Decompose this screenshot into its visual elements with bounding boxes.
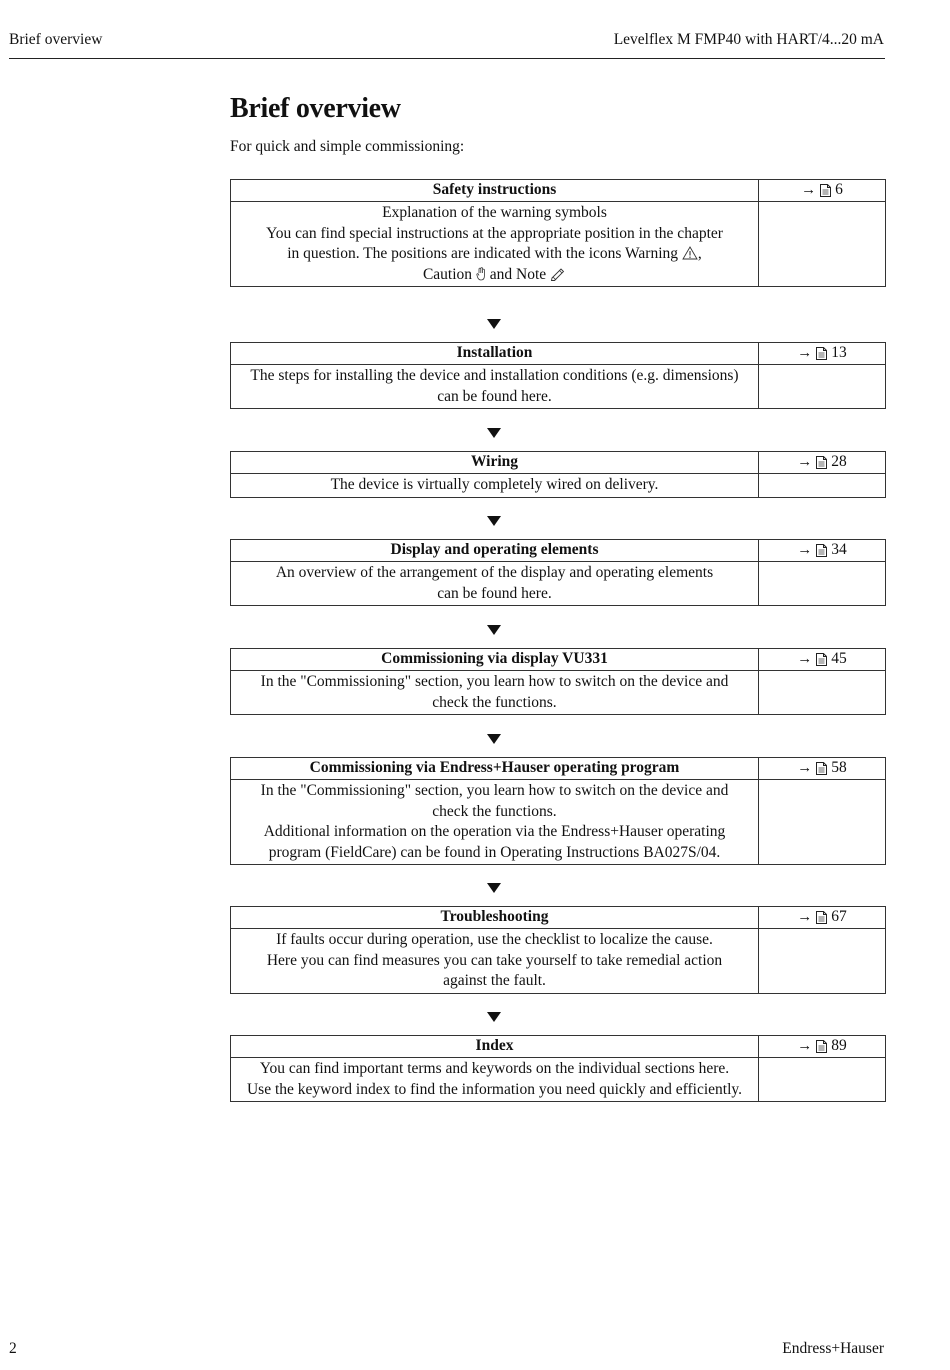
step-wiring (230, 451, 886, 498)
right-arrow-icon: → (797, 760, 813, 776)
page-reference[interactable] (759, 907, 886, 929)
step-index (230, 1035, 886, 1102)
step-title: Commissioning via Endress+Hauser operating program (231, 758, 759, 780)
page-title: Brief overview (230, 93, 401, 124)
step-title: Troubleshooting (231, 907, 759, 929)
reference-empty (759, 365, 886, 409)
right-arrow-icon: → (797, 454, 813, 470)
page-number: 45 (831, 650, 847, 667)
header-divider (9, 58, 885, 59)
down-triangle-icon (486, 882, 502, 894)
page-icon (816, 347, 827, 360)
description-line: can be found here. (437, 387, 552, 405)
step-description (231, 929, 759, 994)
description-line: Additional information on the operation via the Endress+Hauser operating (263, 823, 726, 840)
reference-empty (759, 1058, 886, 1102)
step-troubleshooting (230, 906, 886, 994)
right-arrow-icon: → (797, 1038, 813, 1054)
reference-empty (759, 202, 886, 287)
page-reference[interactable] (759, 540, 886, 562)
reference-empty (759, 562, 886, 606)
right-arrow-icon: → (797, 909, 813, 925)
page-reference[interactable] (759, 1036, 886, 1058)
reference-empty (759, 671, 886, 715)
step-title: Installation (231, 343, 759, 365)
description-line: You can find important terms and keywords on the individual sections here. (259, 1060, 730, 1077)
page-icon (820, 184, 831, 197)
page-number: 67 (831, 908, 847, 925)
down-triangle-icon (486, 318, 502, 330)
page-number: 34 (831, 541, 847, 558)
step-title: Commissioning via display VU331 (231, 649, 759, 671)
note-pencil-icon (550, 267, 566, 281)
footer-page-number: 2 (9, 1340, 17, 1357)
step-description (231, 780, 759, 865)
description-line: and Note (489, 265, 547, 283)
page-icon (816, 762, 827, 775)
down-triangle-icon (486, 1011, 502, 1023)
step-commissioning-program (230, 757, 886, 865)
step-title: Wiring (231, 452, 759, 474)
header-product-title: Levelflex M FMP40 with HART/4...20 mA (613, 31, 884, 48)
down-triangle-icon (486, 624, 502, 636)
step-installation (230, 342, 886, 409)
step-description (231, 474, 759, 498)
page-reference[interactable] (759, 649, 886, 671)
warning-icon (682, 246, 698, 260)
step-title: Index (231, 1036, 759, 1058)
description-line: If faults occur during operation, use the checklist to localize the cause. (276, 931, 713, 948)
step-description (231, 365, 759, 409)
description-line: The steps for installing the device and installation conditions (e.g. dimensions) (250, 367, 739, 384)
description-line: Caution (422, 265, 473, 283)
step-title: Safety instructions (231, 180, 759, 202)
description-line: Use the keyword index to find the information you need quickly and efficiently. (246, 1080, 742, 1098)
right-arrow-icon: → (801, 182, 817, 198)
down-triangle-icon (486, 733, 502, 745)
right-arrow-icon: → (797, 651, 813, 667)
description-line: in question. The positions are indicated with the icons Warning (287, 245, 679, 262)
step-description: Explanation of the warning symbols You can find special instructions at the appropriate position in the chapter in question. The positions are indicated with the icons Warning , Caution and Note (231, 202, 759, 287)
description-line: An overview of the arrangement of the display and operating elements (275, 564, 714, 581)
page-reference[interactable] (759, 343, 886, 365)
page-number: 6 (835, 181, 843, 198)
intro-text: For quick and simple commissioning: (230, 138, 465, 155)
page-number: 58 (831, 759, 847, 776)
description-line: check the functions. (432, 802, 557, 820)
reference-empty (759, 780, 886, 865)
description-line: Explanation of the warning symbols (382, 204, 607, 221)
page-number: 28 (831, 453, 847, 470)
page-number: 13 (831, 344, 847, 361)
step-title: Display and operating elements (231, 540, 759, 562)
description-line: In the "Commissioning" section, you learn how to switch on the device and (260, 673, 729, 690)
description-line: against the fault. (443, 972, 546, 989)
reference-empty (759, 474, 886, 498)
page-reference[interactable] (759, 452, 886, 474)
page-icon (816, 544, 827, 557)
reference-empty (759, 929, 886, 994)
page-icon (816, 1040, 827, 1053)
step-safety-instructions (230, 179, 886, 287)
down-triangle-icon (486, 515, 502, 527)
page-icon (816, 911, 827, 924)
page-reference[interactable] (759, 758, 886, 780)
page-number: 89 (831, 1037, 847, 1054)
description-line: Here you can find measures you can take yourself to take remedial action (266, 951, 723, 969)
description-line: You can find special instructions at the appropriate position in the chapter (266, 224, 723, 242)
description-line: can be found here. (437, 584, 552, 602)
description-line: The device is virtually completely wired on delivery. (330, 476, 659, 493)
page-reference[interactable] (759, 180, 886, 202)
right-arrow-icon: → (797, 542, 813, 558)
step-description (231, 1058, 759, 1102)
footer-company: Endress+Hauser (782, 1340, 884, 1357)
step-commissioning-display (230, 648, 886, 715)
description-line: check the functions. (432, 693, 557, 711)
caution-hand-icon (476, 267, 486, 281)
page-icon (816, 653, 827, 666)
right-arrow-icon: → (797, 345, 813, 361)
header-section-title: Brief overview (9, 31, 103, 48)
description-line: program (FieldCare) can be found in Operating Instructions BA027S/04. (268, 843, 721, 861)
down-triangle-icon (486, 427, 502, 439)
description-line: In the "Commissioning" section, you learn how to switch on the device and (260, 782, 729, 799)
step-description (231, 671, 759, 715)
step-display-operating-elements (230, 539, 886, 606)
page-icon (816, 456, 827, 469)
step-description (231, 562, 759, 606)
